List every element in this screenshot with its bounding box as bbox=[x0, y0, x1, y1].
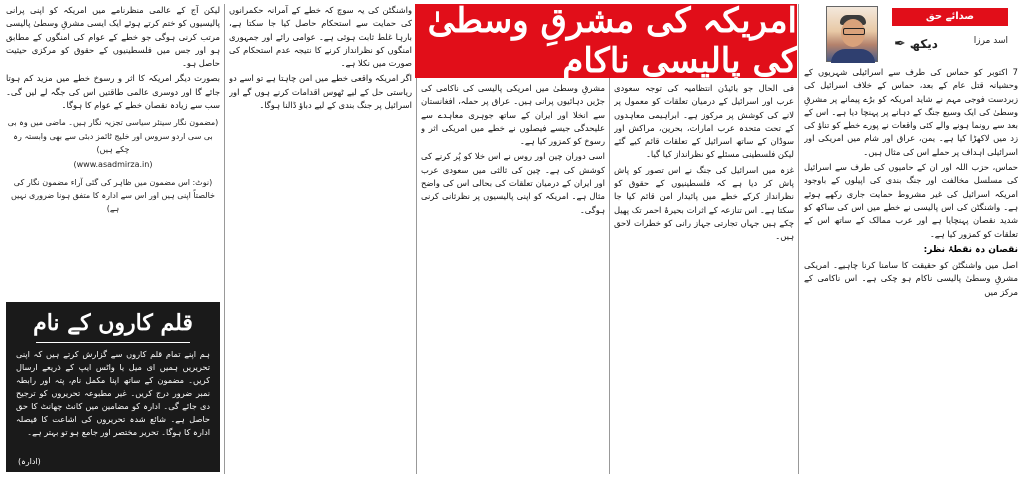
paragraph: حماس، حزب اللہ اور ان کے حامیوں کی طرف سے اسرائیل کی مسلسل مخالفت اور جنگ بندی کی اپیلوں کے باوجود امریکہ اسرائیل کی غیر مشروط حمایت جاری رکھے ہوئے ہے۔ واشنگٹن کی اس پالیسی نے خطے میں اس کی ساکھ کو شدید نقصان پہنچایا ہے اور عرب ممالک کے ساتھ اس کے تعلقات کو کمزور کیا ہے۔ bbox=[804, 162, 1018, 239]
disclaimer: (نوٹ: اس مضمون میں ظاہر کی گئی آراء مضمون نگار کی خالصتاً اپنی ہیں اور اس سے ادارہ کا متفق ہونا ضروری نہیں ہے) bbox=[11, 177, 215, 214]
article-column-2 bbox=[614, 82, 794, 474]
author-website[interactable]: (www.asadmirza.in) bbox=[73, 160, 153, 170]
notice-body: ہم اپنے تمام قلم کاروں سے گزارش کرتے ہیں کہ اپنی تحریریں ہمیں ای میل یا واٹس ایپ کے ذریعے ارسال کریں۔ مضمون کے ساتھ اپنا مکمل نام، پتہ اور رابطہ نمبر ضرور درج کریں۔ غیر مطبوعہ تحریروں کو ترجیح دی جائے گی۔ ادارہ کو مضامین میں کانٹ چھانٹ کا حق حاصل ہے۔ شائع شدہ تحریروں کی اشاعت کا فیصلہ ادارہ کا ہوگا۔ تحریر مختصر اور جامع ہو تو بہتر ہے۔ bbox=[16, 349, 210, 437]
headline: امریکہ کی مشرقِ وسطیٰ کی پالیسی ناکام bbox=[415, 4, 797, 78]
paragraph: اگر امریکہ واقعی خطے میں امن چاہتا ہے تو اسے دو ریاستی حل کے لیے ٹھوس اقدامات کرنے ہوں گے اور اسرائیل پر جنگ بندی کے لیے دباؤ ڈالنا ہوگا۔ bbox=[229, 73, 412, 111]
column-divider bbox=[224, 4, 225, 474]
paragraph: اسی دوران چین اور روس نے اس خلا کو پُر کرنے کی کوشش کی ہے۔ چین کی ثالثی میں سعودی عرب اور ایران کے درمیان تعلقات کی بحالی اس کی واضح مثال ہے۔ امریکہ کو اپنی پالیسیوں پر نظرثانی کرنی ہوگی۔ bbox=[421, 151, 605, 215]
author-note: (مضمون نگار سینئر سیاسی تجزیہ نگار ہیں۔ ماضی میں وہ بی بی سی اردو سروس اور خلیج ٹائمز دبئی سے بھی وابستہ رہ چکے ہیں) bbox=[7, 118, 219, 154]
column-tag: صدائے حق bbox=[892, 8, 1008, 26]
notice-box bbox=[6, 302, 220, 472]
notice-title: قلم کاروں کے نام bbox=[33, 310, 193, 336]
paragraph: 7 اکتوبر کو حماس کی طرف سے اسرائیلی شہریوں کے وحشیانہ قتل عام کے بعد، حماس کے خلاف اسرائیل کی زبردست فوجی مہم نے شاید امریکہ کو بڑے پیمانے پر مشرقِ وسطیٰ کی ایک وسیع جنگ کے دہانے پر پہنچا دیا ہے۔ اس کے بعد سے رونما ہونے والے کئی واقعات نے پورے خطے کو تناؤ کی زد میں لاکھڑا کیا ہے۔ یمن، عراق اور شام میں امریکی اور اسرائیلی اہداف پر حملے اس کی مثال ہیں۔ bbox=[804, 67, 1018, 157]
author-name: اسد مرزا bbox=[973, 36, 1008, 46]
notice-signature: (ادارہ) bbox=[18, 457, 41, 466]
article-column-5 bbox=[6, 4, 220, 298]
article-column-3 bbox=[421, 82, 605, 474]
paragraph: بصورت دیگر امریکہ کا اثر و رسوخ خطے میں مزید کم ہوتا جائے گا اور دوسری عالمی طاقتیں اس کی جگہ لے لیں گی۔ سب سے زیادہ نقصان خطے کے عوام کا ہوگا۔ bbox=[6, 73, 220, 111]
notice-divider bbox=[36, 342, 190, 343]
author-glasses bbox=[843, 28, 865, 35]
column-divider bbox=[798, 4, 799, 474]
byline-block bbox=[805, 2, 1020, 64]
paragraph: واشنگٹن کی یہ سوچ کہ خطے کے آمرانہ حکمرانوں کی حمایت سے استحکام حاصل کیا جا سکتا ہے، بارہا غلط ثابت ہوئی ہے۔ عوامی رائے اور جمہوری امنگوں کو نظرانداز کرنے کا نتیجہ عدم استحکام کی صورت میں نکلا ہے۔ bbox=[229, 5, 412, 69]
article-column-1 bbox=[804, 66, 1018, 476]
article-column-4 bbox=[229, 4, 412, 474]
logo-text: دیکھ bbox=[909, 37, 938, 51]
paragraph: غزہ میں اسرائیل کی جنگ نے اس تصور کو پاش پاش کر دیا ہے کہ فلسطینیوں کے حقوق کو نظرانداز کرکے خطے میں پائیدار امن قائم کیا جا سکتا ہے۔ اس تنازعہ کے اثرات بحیرۂ احمر تک پھیل چکے ہیں جہاں تجارتی جہاز رانی کو خطرات لاحق ہیں۔ bbox=[614, 164, 794, 242]
paragraph: فی الحال جو بائیڈن انتظامیہ کی توجہ سعودی عرب اور اسرائیل کے درمیان تعلقات کو معمول پر لانے کی کوشش پر مرکوز ہے۔ ابراہیمی معاہدوں کے تحت متحدہ عرب امارات، بحرین، مراکش اور سوڈان کے ساتھ اسرائیل کے تعلقات قائم کیے گئے لیکن فلسطینی مسئلے کو نظرانداز کیا گیا۔ bbox=[614, 83, 794, 160]
author-body bbox=[831, 49, 875, 63]
author-photo bbox=[826, 6, 878, 62]
paragraph: لیکن آج کے عالمی منظرنامے میں امریکہ کو اپنی پرانی پالیسیوں کو ختم کرتے ہوئے ایک ایسی مشرقِ وسطیٰ پالیسی مرتب کرنی ہوگی جو خطے کے عوام کی امنگوں کے مطابق ہو اور جس میں فلسطینیوں کے حقوق کو مرکزی حیثیت حاصل ہو۔ bbox=[6, 5, 220, 69]
column-logo bbox=[894, 34, 960, 54]
subheading: نقصان دہ نقطۂ نظر: bbox=[923, 244, 1018, 255]
paragraph: اصل میں واشنگٹن کو حقیقت کا سامنا کرنا چاہیے۔ امریکی مشرقِ وسطیٰ پالیسی ناکام ہو چکی ہے۔ اس ناکامی کے مرکز میں bbox=[804, 260, 1018, 297]
paragraph: مشرقِ وسطیٰ میں امریکی پالیسی کی ناکامی کی جڑیں دہائیوں پرانی ہیں۔ عراق پر حملہ، افغانستان سے انخلا اور ایران کے ساتھ جوہری معاہدے سے علیحدگی جیسے فیصلوں نے خطے میں امریکی اثر و رسوخ کو کمزور کیا ہے۔ bbox=[421, 83, 605, 147]
pen-icon: ✒ bbox=[894, 36, 906, 52]
